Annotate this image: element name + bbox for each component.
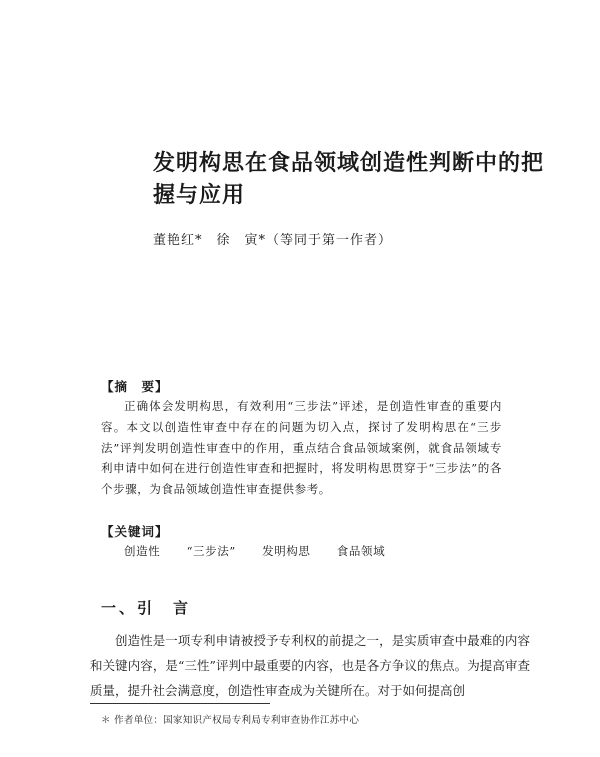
section-heading-introduction: 一、引 言: [101, 599, 192, 617]
keyword-item: “三步法”: [186, 544, 236, 558]
keyword-item: 发明构思: [262, 544, 311, 558]
author-line: 董艳红* 徐 寅*（等同于第一作者）: [153, 233, 393, 248]
keyword-item: 创造性: [124, 544, 161, 558]
keyword-item: 食品领域: [336, 544, 386, 558]
introduction-paragraph: 创造性是一项专利申请被授予专利权的前提之一，是实质审查中最难的内容和关键内容，是“三性”评判中最重要的内容，也是各方争议的焦点。为提高审查质量，提升社会满意度，创造性审查成为关键所在。对于如何提高创: [90, 633, 530, 698]
footnote-divider: [90, 703, 270, 704]
paper-title: 发明构思在食品领域创造性判断中的把握与应用: [153, 151, 545, 208]
keywords-label: 【关键词】: [101, 524, 169, 539]
keywords-list: [124, 543, 407, 559]
abstract-label: 【摘 要】: [101, 379, 169, 394]
footnote-author-affiliation: ＊ 作者单位：国家知识产权局专利局专利审查协作江苏中心: [101, 715, 360, 726]
abstract-text: 正确体会发明构思，有效利用“三步法”评述，是创造性审查的重要内容。本文以创造性审查中存在的问题为切入点，探讨了发明构思在“三步法”评判发明创造性审查中的作用，重点结合食品领域案例，就食品领域专利申请中如何在进行创造性审查和把握时，将发明构思贯穿于“三步法”的各个步骤，为食品领域创造性审查提供参考。: [101, 399, 502, 497]
